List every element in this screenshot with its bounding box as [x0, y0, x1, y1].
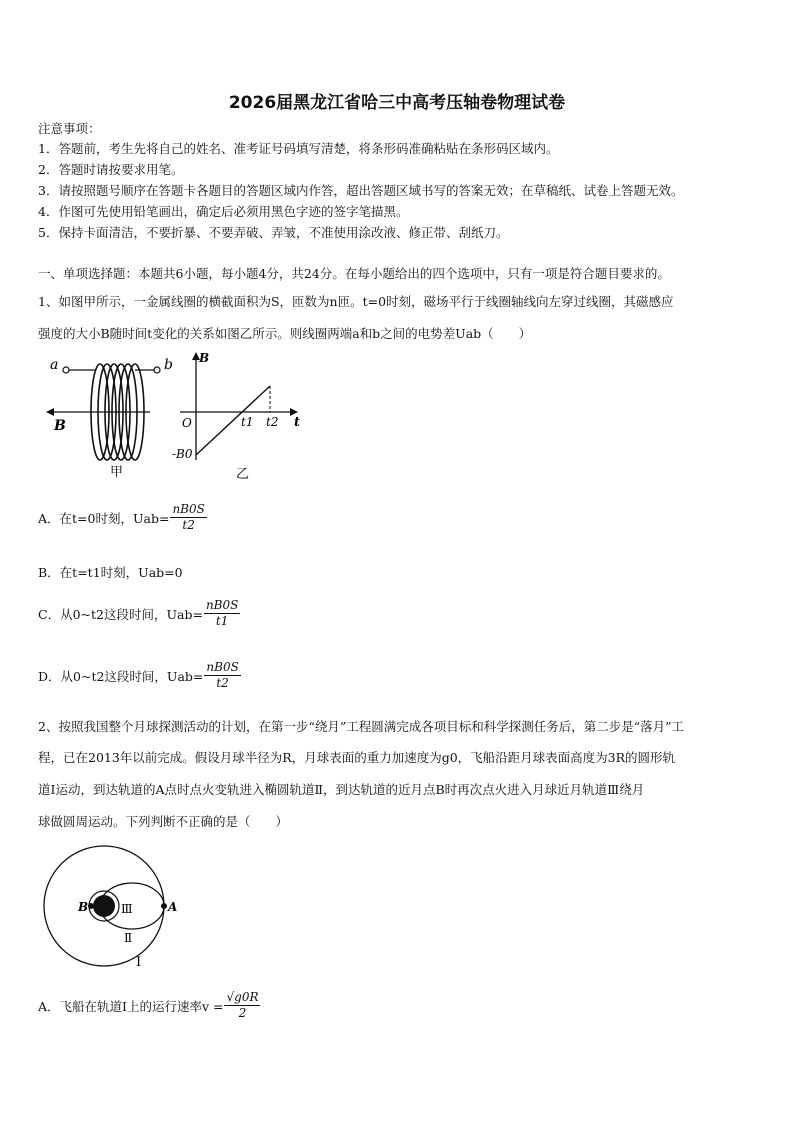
axis-t-label: t: [294, 415, 301, 430]
notice-item: 2．答题时请按要求用笔。: [38, 162, 184, 177]
question-2-text: 程，已在2013年以前完成。假设月球半径为R，月球表面的重力加速度为g0，飞船沿距月球表面高度为3R的圆形轨: [38, 750, 676, 765]
option-2A[interactable]: [38, 990, 260, 1021]
label-a: a: [50, 357, 59, 373]
t1-label: t1: [241, 415, 254, 429]
origin-label: O: [182, 416, 192, 430]
fraction: $\frac{nB0S}{t1}$: [205, 598, 239, 628]
axis-B-label: B: [199, 351, 210, 365]
label-I: Ⅰ: [136, 955, 142, 970]
label-B-field: B: [54, 418, 66, 434]
page-title: 2026届黑龙江省哈三中高考压轴卷物理试卷: [228, 93, 566, 113]
label-II: Ⅱ: [124, 931, 133, 945]
question-2-text: 球做圆周运动。下列判断不正确的是（ ）: [38, 814, 289, 829]
label-A: A: [168, 900, 178, 914]
notice-item: 5．保持卡面清洁，不要折暴、不要弄破、弄皱，不准使用涂改液、修正带、刮纸刀。: [38, 225, 509, 240]
fraction: $\frac{√g0R}{2}$: [226, 990, 259, 1020]
question-2-text: 道Ⅰ运动，到达轨道的A点时点火变轨进入椭圆轨道Ⅱ，到达轨道的近月点B时再次点火进入月球近月轨道Ⅲ绕月: [38, 782, 645, 797]
section-heading: 一、单项选择题：本题共6小题，每小题4分，共24分。在每小题给出的四个选项中，只有一项是符合题目要求的。: [38, 266, 670, 281]
option-1B[interactable]: [38, 563, 183, 581]
t2-label: t2: [266, 415, 279, 429]
label-b: b: [164, 357, 173, 373]
notice-item: 4．作图可先使用铅笔画出，确定后必须用黑色字迹的签字笔描黑。: [38, 204, 409, 219]
option-text: C．从0~t2这段时间，Uab=: [38, 606, 203, 622]
minus-B0-label: -B0: [172, 447, 193, 461]
option-1A[interactable]: [38, 502, 207, 533]
question-1-text: 强度的大小B随时间t变化的关系如图乙所示。则线圈两端a和b之间的电势差Uab（ ）: [38, 326, 532, 341]
question-2-text: 2、按照我国整个月球探测活动的计划，在第一步“绕月”工程圆满完成各项目标和科学探测任务后，第二步是“落月”工: [38, 719, 685, 734]
option-1C[interactable]: [38, 598, 240, 629]
label-III: Ⅲ: [121, 902, 133, 916]
option-text: B．在t=t1时刻，Uab=0: [38, 565, 183, 580]
label-yi: 乙: [236, 467, 250, 482]
notice-item: 1．答题前，考生先将自己的姓名、准考证号码填写清楚，将条形码准确粘贴在条形码区域内。: [38, 141, 559, 156]
fraction: $\frac{nB0S}{t2}$: [206, 660, 239, 690]
label-jia: 甲: [110, 465, 124, 480]
b-t-line: [196, 386, 270, 455]
moon: [93, 895, 115, 917]
notice-heading: 注意事项：: [38, 121, 101, 136]
notice-section: [38, 120, 683, 243]
option-text: A．飞船在轨道Ⅰ上的运行速率v =: [38, 998, 224, 1014]
b-t-graph: [168, 350, 308, 480]
option-text: A．在t=0时刻，Uab=: [38, 510, 170, 526]
question-1-text: 1、如图甲所示，一金属线圈的横截面积为S，匝数为n匝。t=0时刻，磁场平行于线圈轴线向左穿过线圈，其磁感应: [38, 294, 674, 309]
orbit-figure: [38, 842, 178, 972]
label-B: B: [78, 900, 89, 914]
notice-item: 3．请按照题号顺序在答题卡各题目的答题区域内作答，超出答题区域书写的答案无效；在草稿纸、试卷上答题无效。: [38, 183, 684, 198]
option-text: D．从0~t2这段时间，Uab=: [38, 668, 204, 684]
option-1D[interactable]: [38, 660, 241, 691]
fraction: $\frac{nB0S}{t2}$: [172, 502, 205, 532]
coil-figure: [40, 350, 173, 480]
